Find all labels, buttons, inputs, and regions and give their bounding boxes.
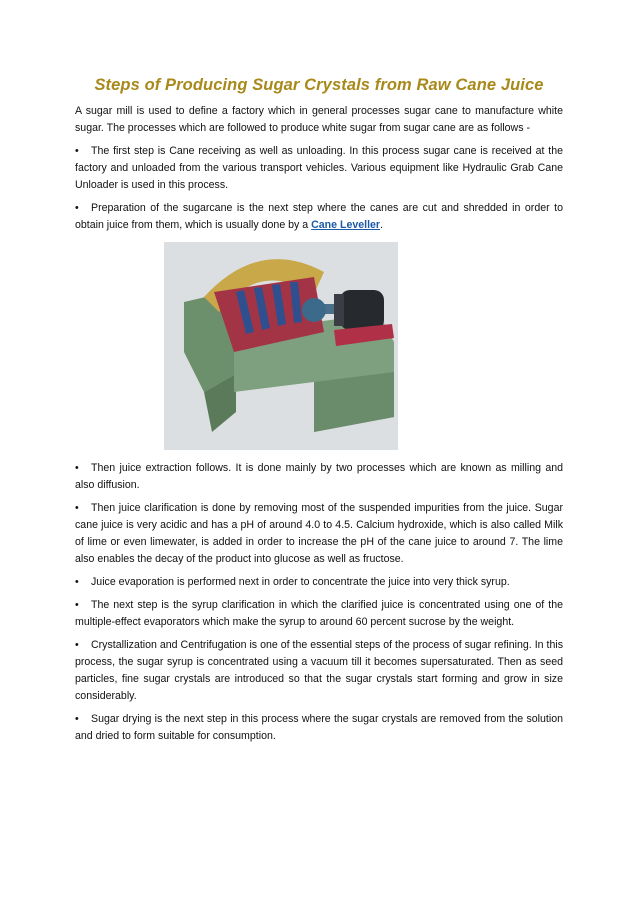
- step-3-paragraph: [75, 460, 563, 494]
- step-7-paragraph: [75, 637, 563, 705]
- bullet-icon: •: [75, 502, 79, 514]
- step-2-text: Preparation of the sugarcane is the next step where the canes are cut and shredded in order to obtain juice from them, which is usually done by a: [75, 202, 563, 231]
- step-7-text: Crystallization and Centrifugation is one of the essential steps of the process of sugar refining. In this process, the sugar syrup is concentrated using a vacuum till it becomes supersaturated. Then as seed particles, fine sugar crystals are introduced so that the sugar crystals start forming and grow in size considerably.: [75, 639, 563, 702]
- bullet-icon: •: [75, 462, 79, 474]
- step-1-text: The first step is Cane receiving as well as unloading. In this process sugar cane is received at the factory and unloaded from the various transport vehicles. Various equipment like Hydraulic Grab Cane Unloader is used in this process.: [75, 145, 563, 191]
- bullet-icon: •: [75, 145, 79, 157]
- step-3-text: Then juice extraction follows. It is done mainly by two processes which are known as milling and also diffusion.: [75, 462, 563, 491]
- step-6-paragraph: [75, 597, 563, 631]
- step-4-text: Then juice clarification is done by removing most of the suspended impurities from the juice. Sugar cane juice is very acidic and has a pH of around 4.0 to 4.5. Calcium hydroxide, which is also called Milk of lime or even limewater, is added in order to increase the pH of the cane juice to around 7. The lime also enables the decay of the product into glucose as well as fructose.: [75, 502, 563, 565]
- bullet-icon: •: [75, 713, 79, 725]
- step-1-paragraph: [75, 143, 563, 194]
- step-5-text: Juice evaporation is performed next in order to concentrate the juice into very thick syrup.: [91, 576, 510, 588]
- step-5-paragraph: [75, 574, 563, 591]
- cane-leveller-image: [164, 242, 398, 450]
- cane-leveller-link[interactable]: Cane Leveller: [311, 219, 381, 231]
- step-4-paragraph: [75, 500, 563, 568]
- document-title: Steps of Producing Sugar Crystals from Raw Cane Juice: [94, 76, 544, 94]
- bullet-icon: •: [75, 576, 79, 588]
- step-8-paragraph: [75, 711, 563, 745]
- cane-leveller-illustration: [164, 242, 398, 450]
- step-6-text: The next step is the syrup clarification in which the clarified juice is concentrated using one of the multiple-effect evaporators which make the syrup to around 60 percent sucrose by the weight.: [75, 599, 563, 628]
- document-page: [0, 76, 638, 902]
- bullet-icon: •: [75, 639, 79, 651]
- bullet-icon: •: [75, 202, 79, 214]
- step-8-text: Sugar drying is the next step in this process where the sugar crystals are removed from the solution and dried to form suitable for consumption.: [75, 713, 563, 742]
- bullet-icon: •: [75, 599, 79, 611]
- link-suffix: .: [380, 219, 383, 231]
- step-2-paragraph: [75, 200, 563, 234]
- intro-paragraph: A sugar mill is used to define a factory which in general processes sugar cane to manufacture white sugar. The processes which are followed to produce white sugar from sugar cane are as follows -: [75, 105, 563, 134]
